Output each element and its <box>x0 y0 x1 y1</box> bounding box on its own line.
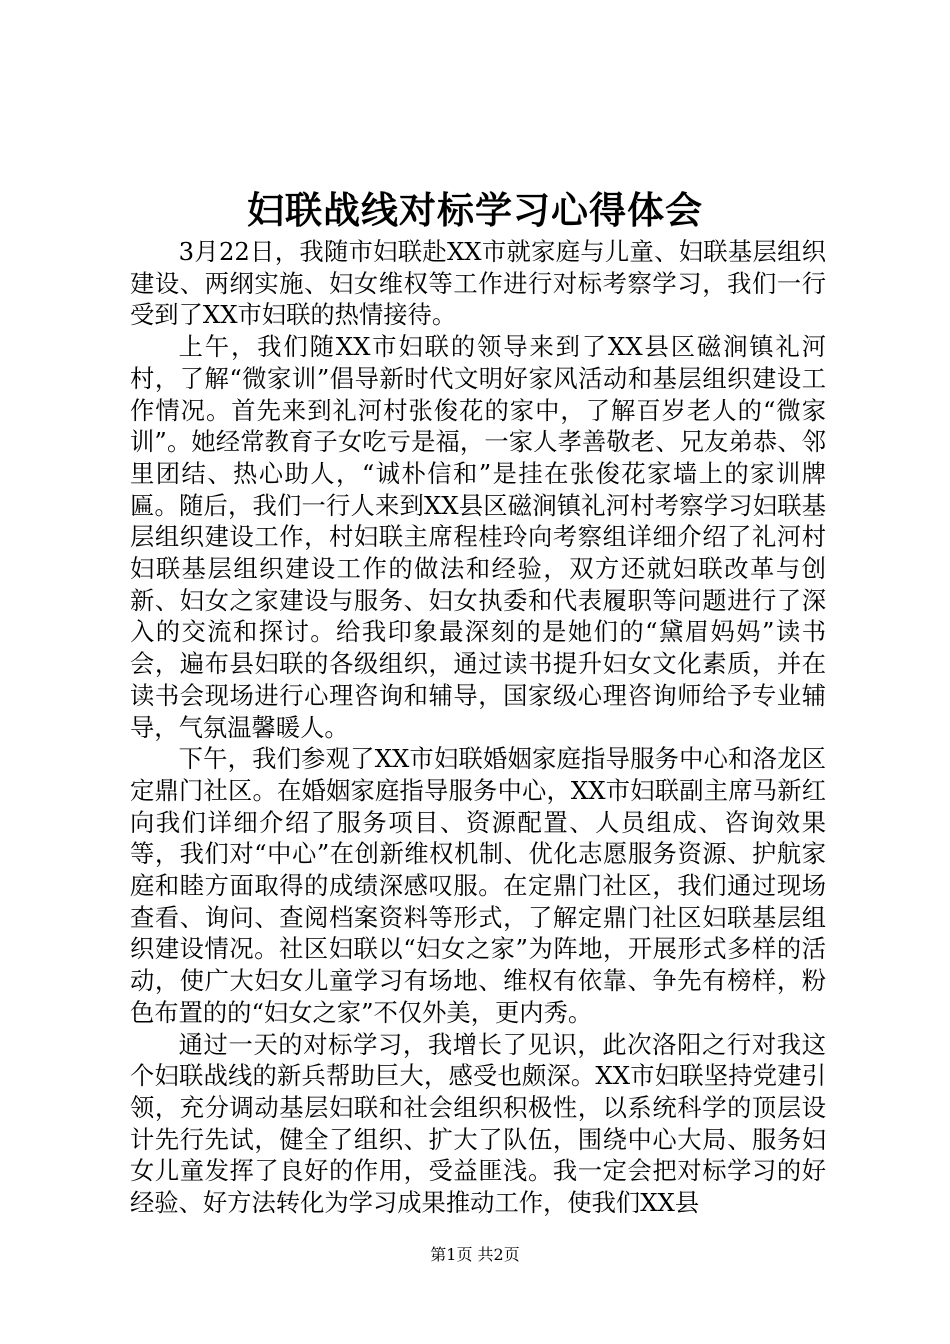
paragraph-1: 3月22日，我随市妇联赴XX市就家庭与儿童、妇联基层组织建设、两纲实施、妇女维权等工作进行对标考察学习，我们一行受到了XX市妇联的热情接待。 <box>130 237 826 330</box>
paragraph-4: 通过一天的对标学习，我增长了见识，此次洛阳之行对我这个妇联战线的新兵帮助巨大，感受也颇深。XX市妇联坚持党建引领，充分调动基层妇联和社会组织积极性，以系统科学的顶层设计先行先试，健全了组织、扩大了队伍，围绕中心大局、服务妇女儿童发挥了良好的作用，受益匪浅。我一定会把对标学习的好经验、好方法转化为学习成果推动工作，使我们XX县 <box>130 1029 826 1218</box>
document-body <box>130 236 826 1219</box>
paragraph-3: 下午，我们参观了XX市妇联婚姻家庭指导服务中心和洛龙区定鼎门社区。在婚姻家庭指导服务中心，XX市妇联副主席马新红向我们详细介绍了服务项目、资源配置、人员组成、咨询效果等，我们对“中心”在创新维权机制、优化志愿服务资源、护航家庭和睦方面取得的成绩深感叹服。在定鼎门社区，我们通过现场查看、询问、查阅档案资料等形式，了解定鼎门社区妇联基层组织建设情况。社区妇联以“妇女之家”为阵地，开展形式多样的活动，使广大妇女儿童学习有场地、维权有依靠、争先有榜样，粉色布置的的“妇女之家”不仅外美，更内秀。 <box>130 744 826 1027</box>
paragraph-2: 上午，我们随XX市妇联的领导来到了XX县区磁涧镇礼河村，了解“微家训”倡导新时代文明好家风活动和基层组织建设工作情况。首先来到礼河村张俊花的家中，了解百岁老人的“微家训”。她经常教育子女吃亏是福，一家人孝善敬老、兄友弟恭、邻里团结、热心助人，“诚朴信和”是挂在张俊花家墙上的家训牌匾。随后，我们一行人来到XX县区磁涧镇礼河村考察学习妇联基层组织建设工作，村妇联主席程桂玲向考察组详细介绍了礼河村妇联基层组织建设工作的做法和经验，双方还就妇联改革与创新、妇女之家建设与服务、妇女执委和代表履职等问题进行了深入的交流和探讨。给我印象最深刻的是她们的“黛眉妈妈”读书会，遍布县妇联的各级组织，通过读书提升妇女文化素质，并在读书会现场进行心理咨询和辅导，国家级心理咨询师给予专业辅导，气氛温馨暖人。 <box>130 332 826 742</box>
page-number-footer: 第1页 共2页 <box>430 1245 520 1264</box>
document-title: 妇联战线对标学习心得体会 <box>247 188 703 232</box>
